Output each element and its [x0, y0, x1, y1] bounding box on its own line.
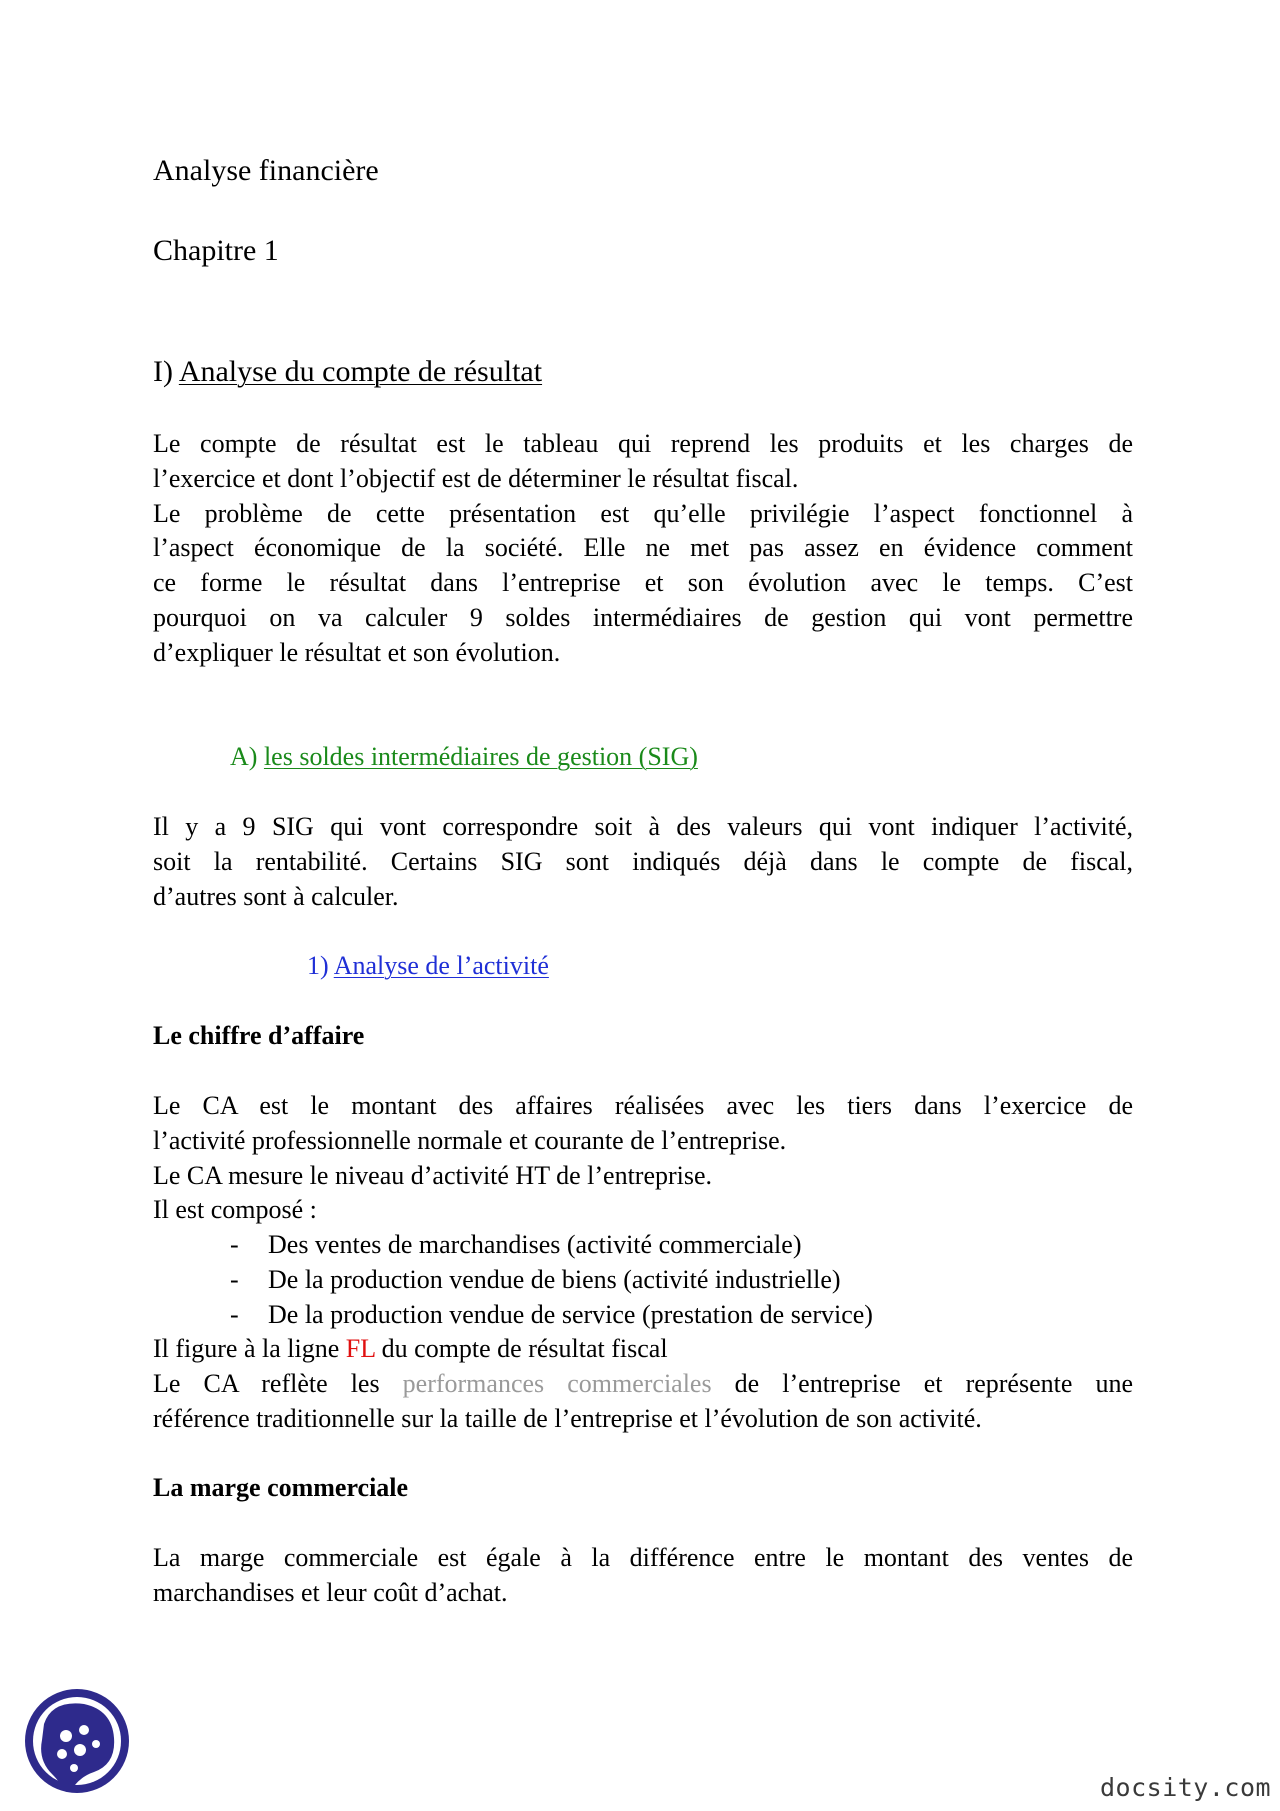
paragraph-line: Le compte de résultat est le tableau qui reprend les produits et les charges de — [153, 429, 1133, 458]
list-item-text: Des ventes de marchandises (activité commerciale) — [268, 1230, 802, 1259]
paragraph-line: Il est composé : — [153, 1195, 317, 1224]
paragraph-line: l’exercice et dont l’objectif est de déterminer le résultat fiscal. — [153, 464, 799, 493]
paragraph-line: d’autres sont à calculer. — [153, 882, 399, 911]
subsection-letter: A) — [230, 742, 264, 771]
text-segment: Le CA reflète les — [153, 1369, 403, 1398]
chapter-label: Chapitre 1 — [153, 234, 279, 267]
paragraph-line — [153, 1334, 668, 1364]
subsection-title: les soldes intermédiaires de gestion (SIG) — [263, 742, 698, 771]
paragraph-line — [153, 1369, 1133, 1399]
paragraph-line: Il y a 9 SIG qui vont correspondre soit à des valeurs qui vont indiquer l’activité, — [153, 812, 1133, 841]
docsity-watermark: docsity.com — [1100, 1773, 1272, 1802]
text-segment: de l’entreprise et représente une — [711, 1369, 1133, 1398]
ca-heading: Le chiffre d’affaire — [153, 1021, 365, 1050]
paragraph-line: l’activité professionnelle normale et courante de l’entreprise. — [153, 1126, 787, 1155]
section-number: I) — [153, 355, 179, 388]
list-item-text: De la production vendue de service (prestation de service) — [268, 1300, 873, 1329]
paragraph-line: soit la rentabilité. Certains SIG sont indiqués déjà dans le compte de fiscal, — [153, 847, 1133, 876]
highlighted-phrase: performances commerciales — [402, 1369, 712, 1398]
paragraph-line: ce forme le résultat dans l’entreprise et son évolution avec le temps. C’est — [153, 568, 1133, 597]
section-heading — [153, 355, 542, 389]
marge-heading: La marge commerciale — [153, 1473, 409, 1502]
paragraph-line: Le CA est le montant des affaires réalisées avec les tiers dans l’exercice de — [153, 1091, 1133, 1120]
paragraph-line: l’aspect économique de la société. Elle ne met pas assez en évidence comment — [153, 533, 1133, 562]
sub-subsection-heading — [307, 951, 549, 981]
subsection-heading — [230, 742, 698, 772]
list-item-text: De la production vendue de biens (activité industrielle) — [268, 1265, 841, 1294]
line-code: FL — [345, 1334, 376, 1363]
docsity-logo-icon — [22, 1686, 132, 1796]
paragraph-line: pourquoi on va calculer 9 soldes intermédiaires de gestion qui vont permettre — [153, 603, 1133, 632]
sub-subsection-title: Analyse de l’activité — [333, 951, 549, 980]
list-item — [230, 1230, 801, 1260]
bullet-dash: - — [230, 1265, 239, 1294]
list-item — [230, 1265, 841, 1295]
paragraph-line: référence traditionnelle sur la taille de l’entreprise et l’évolution de son activité. — [153, 1404, 982, 1433]
sub-subsection-number: 1) — [307, 951, 334, 980]
text-segment: du compte de résultat fiscal — [375, 1334, 668, 1363]
text-segment: Il figure à la ligne — [153, 1334, 346, 1363]
bullet-dash: - — [230, 1230, 239, 1259]
paragraph-line: Le problème de cette présentation est qu’elle privilégie l’aspect fonctionnel à — [153, 499, 1133, 528]
paragraph-line: Le CA mesure le niveau d’activité HT de l’entreprise. — [153, 1161, 713, 1190]
paragraph-line: marchandises et leur coût d’achat. — [153, 1578, 508, 1607]
list-item — [230, 1300, 873, 1330]
paragraph-line: La marge commerciale est égale à la différence entre le montant des ventes de — [153, 1543, 1133, 1572]
document-title: Analyse financière — [153, 154, 379, 187]
section-title: Analyse du compte de résultat — [178, 355, 543, 388]
bullet-dash: - — [230, 1300, 239, 1329]
paragraph-line: d’expliquer le résultat et son évolution. — [153, 638, 561, 667]
